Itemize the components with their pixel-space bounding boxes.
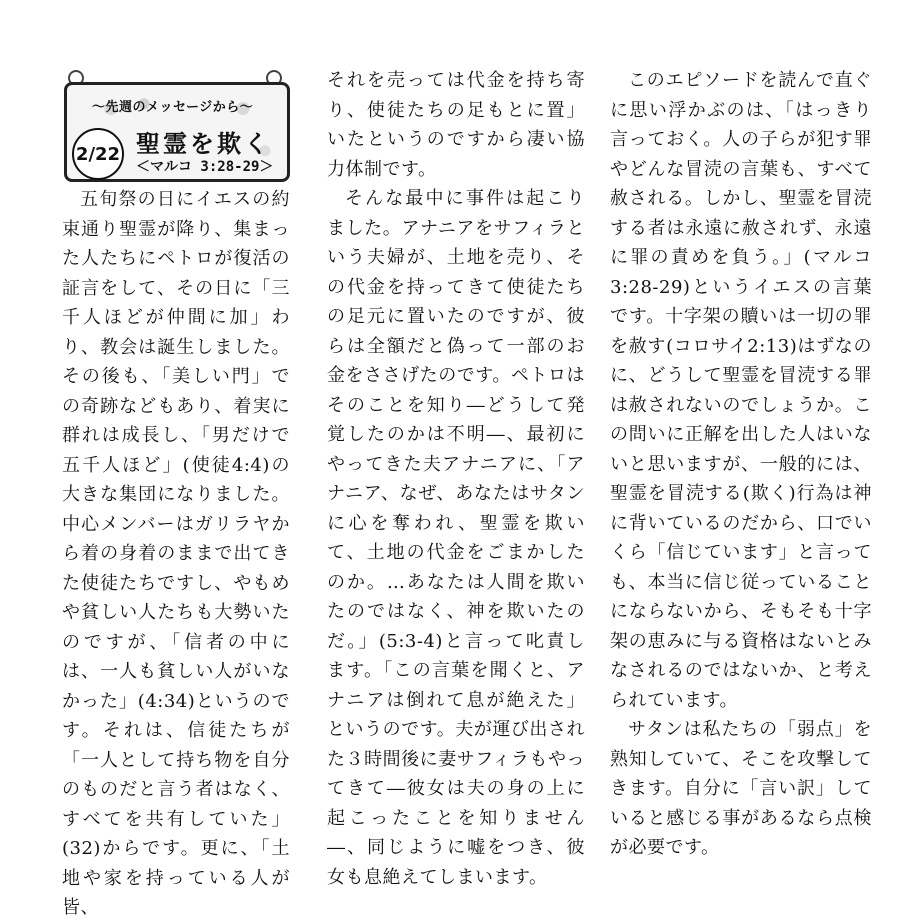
text-column-3 bbox=[610, 66, 872, 863]
paragraph: そんな最中に事件は起こりました。アナニアをサフィラという夫婦が、土地を売り、その代金を持ってきて使徒たちの足元に置いたのですが、彼らは全額だと偽って一部のお金をささげたのです。ペトロはそのことを知り―どうして発覚したのかは不明―、最初にやってきた夫アナニアに、「アナニア、なぜ、あなたはサタンに心を奪われ、聖霊を欺いて、土地の代金をごまかしたのか。…あなたは人間を欺いたのではなく、神を欺いたのだ。」(5:3-4)と言って叱責します。「この言葉を聞くと、アナニアは倒れて息が絶えた」というのです。夫が運び出された３時間後に妻サフィラもやってきて―彼女は夫の身の上に起こったことを知りません―、同じように嘘をつき、彼女も息絶えてしまいます。 bbox=[327, 188, 585, 888]
date-badge: 2/22 bbox=[72, 128, 124, 180]
paragraph: それを売っては代金を持ち寄り、使徒たちの足もとに置」いたというのですから凄い協力体制です。 bbox=[327, 70, 585, 180]
sermon-header bbox=[64, 70, 286, 178]
paragraph: サタンは私たちの「弱点」を熟知していて、そこを攻撃してきます。自分に「言い訳」していると感じる事があるなら点検が必要です。 bbox=[610, 719, 872, 858]
sermon-title: 聖霊を欺く bbox=[136, 130, 271, 158]
header-subtitle: ～先週のメッセージから～ bbox=[92, 100, 254, 115]
paragraph: 五旬祭の日にイエスの約束通り聖霊が降り、集まった人たちにペトロが復活の証言をして、その日に「三千人ほどが仲間に加」わり、教会は誕生しました。その後も、「美しい門」での奇跡などもあり、着実に群れは成長し、「男だけで五千人ほど」(使徒4:4)の大きな集団になりました。中心メンバーはガリラヤから着の身着のままで出てきた使徒たちですし、やもめや貧しい人たちも大勢いたのですが、「信者の中には、一人も貧しい人がいなかった」(4:34)というのです。それは、信徒たちが「一人として持ち物を自分のものだと言う者はなく、すべてを共有していた」(32)からです。更に、「土地や家を持っている人が皆、 bbox=[62, 189, 290, 918]
scripture-reference: ＜マルコ 3:28-29＞ bbox=[136, 159, 274, 175]
text-column-1 bbox=[62, 185, 290, 923]
paragraph: このエピソードを読んで直ぐに思い浮かぶのは、「はっきり言っておく。人の子らが犯す罪やどんな冒涜の言葉も、すべて赦される。しかし、聖霊を冒涜する者は永遠に赦されず、永遠に罪の責めを負う。」(マルコ3:28-29)というイエスの言葉です。十字架の贖いは一切の罪を赦す(コロサイ2:13)はずなのに、どうして聖霊を冒涜する罪は赦されないのでしょうか。この問いに正解を出した人はいないと思いますが、一般的には、聖霊を冒涜する(欺く)行為は神に背いているのだから、口でいくら「信じています」と言っても、本当に信じ従っていることにならないから、そもそも十字架の恵みに与る資格はないとみなされるのではないか、と考えられています。 bbox=[610, 70, 872, 711]
text-column-2 bbox=[327, 66, 585, 892]
